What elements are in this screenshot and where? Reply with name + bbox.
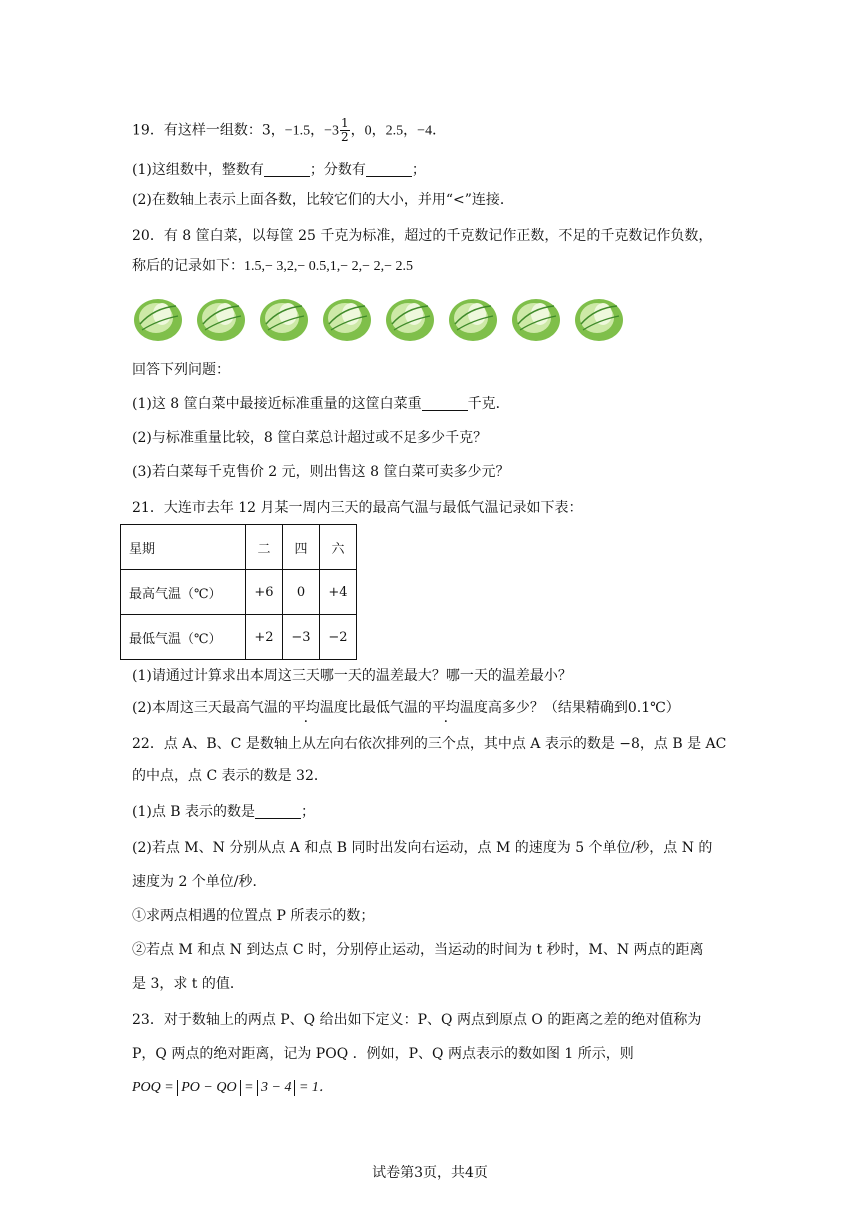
q20-stem-line1: 20．有 8 筐白菜，以每筐 25 千克为标准，超过的千克数记作正数，不足的千克数记作负数， <box>132 228 713 244</box>
q22-sub2-line2: 是 3，求 t 的值． <box>132 976 244 992</box>
table-cell: 二 <box>246 525 283 570</box>
table-row <box>121 525 357 570</box>
q19-part2: (2)在数轴上表示上面各数，比较它们的大小，并用“<”连接． <box>132 192 514 208</box>
q22-part2-line2: 速度为 2 个单位/秒． <box>132 874 267 890</box>
cabbage-icon <box>447 294 500 344</box>
q19-stem: 19．有这样一组数：3，−1.5，−3 $\frac{1}{2}$ ，0，2.5，−4． <box>132 116 447 144</box>
q19-part1: (1)这组数中，整数有 ；分数有 ； <box>132 162 426 178</box>
q22-line2: 的中点，点 C 表示的数是 32． <box>132 768 328 784</box>
q20-part1: (1)这 8 筐白菜中最接近标准重量的这筐白菜重 千克． <box>132 396 510 412</box>
table-cell: −2 <box>320 615 357 660</box>
q21-part1: (1)请通过计算求出本周这三天哪一天的温差最大？哪一天的温差最小？ <box>132 668 572 684</box>
cabbage-images <box>132 294 626 346</box>
cabbage-icon <box>258 294 311 344</box>
q22-sub1: ①求两点相遇的位置点 P 所表示的数； <box>132 908 375 924</box>
q20-part3: (3)若白菜每千克售价 2 元，则出售这 8 筐白菜可卖多少元？ <box>132 464 510 480</box>
q23-line1: 23．对于数轴上的两点 P、Q 给出如下定义：P、Q 两点到原点 O 的距离之差的绝对值称为 <box>132 1012 702 1028</box>
table-cell: 最高气温（℃） <box>121 570 246 615</box>
table-cell: 0 <box>283 570 320 615</box>
q22-part1: (1)点 B 表示的数是 ； <box>132 804 316 820</box>
cabbage-icon <box>195 294 248 344</box>
table-cell: 星期 <box>121 525 246 570</box>
mixed-fraction: $\frac{1}{2}$ <box>341 116 349 144</box>
page-footer: 试卷第3页，共4页 <box>372 1165 488 1181</box>
table-row <box>121 615 357 660</box>
answer-blank[interactable] <box>366 162 412 177</box>
cabbage-icon <box>510 294 563 344</box>
q22-part2-line1: (2)若点 M、N 分别从点 A 和点 B 同时出发向右运动，点 M 的速度为 5 个单位/秒，点 N 的 <box>132 840 713 856</box>
table-cell: 六 <box>320 525 357 570</box>
absolute-value: 3 − 4 <box>257 1080 295 1096</box>
emphasis-dots: 平均 <box>291 700 320 716</box>
q22-sub2-line1: ②若点 M 和点 N 到达点 C 时，分别停止运动，当运动的时间为 t 秒时，M、N 两点的距离 <box>132 942 704 958</box>
q20-stem-line2: 称后的记录如下：1.5,− 3,2,− 0.5,1,− 2,− 2,− 2.5 <box>132 258 413 274</box>
q20-part2: (2)与标准重量比较，8 筐白菜总计超过或不足多少千克？ <box>132 430 488 446</box>
table-cell: 四 <box>283 525 320 570</box>
q22-line1: 22．点 A、B、C 是数轴上从左向右依次排列的三个点，其中点 A 表示的数是 −8，点 B 是 AC <box>132 736 727 752</box>
cabbage-icon <box>573 294 626 344</box>
cabbage-icon <box>132 294 185 344</box>
cabbage-icon <box>321 294 374 344</box>
q23-line2: P，Q 两点的绝对距离，记为 POQ ．例如，P、Q 两点表示的数如图 1 所示，则 <box>132 1046 634 1062</box>
emphasis-dots: 平均 <box>431 700 460 716</box>
q23-formula: POQ = PO − QO = 3 − 4 = 1． <box>132 1080 333 1095</box>
q20-prompt: 回答下列问题： <box>132 362 230 378</box>
q21-part2: (2)本周这三天最高气温的平均温度比最低气温的平均温度高多少？（结果精确到0.1℃） <box>132 700 680 716</box>
answer-blank[interactable] <box>264 162 310 177</box>
cabbage-icon <box>384 294 437 344</box>
table-cell: +2 <box>246 615 283 660</box>
table-cell: −3 <box>283 615 320 660</box>
table-cell: +6 <box>246 570 283 615</box>
table-row <box>121 570 357 615</box>
table-cell: +4 <box>320 570 357 615</box>
q21-stem: 21．大连市去年 12 月某一周内三天的最高气温与最低气温记录如下表： <box>132 500 583 516</box>
q20-records: 1.5,− 3,2,− 0.5,1,− 2,− 2,− 2.5 <box>244 259 413 274</box>
answer-blank[interactable] <box>255 804 301 819</box>
absolute-value: PO − QO <box>177 1080 240 1096</box>
temperature-table <box>120 524 357 660</box>
answer-blank[interactable] <box>422 396 468 411</box>
table-cell: 最低气温（℃） <box>121 615 246 660</box>
